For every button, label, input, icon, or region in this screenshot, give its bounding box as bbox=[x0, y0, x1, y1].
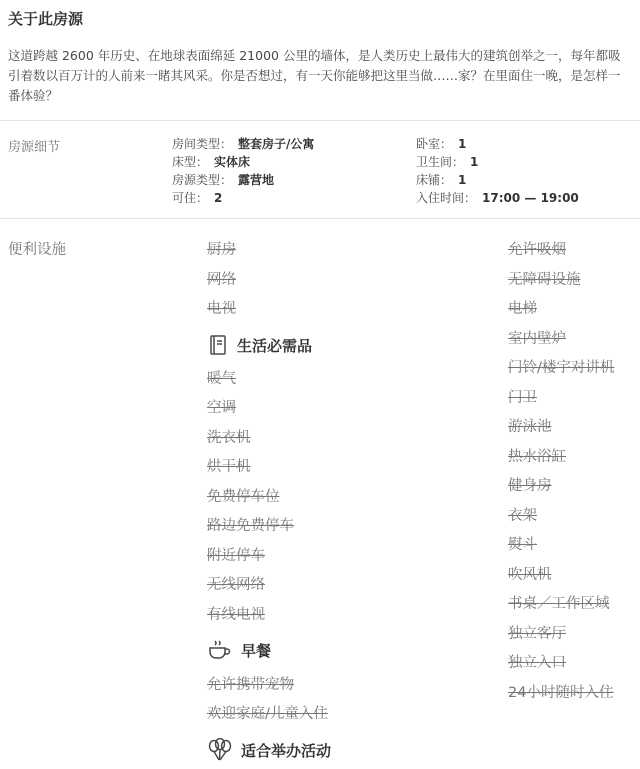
amenity-item: 路边免费停车 bbox=[207, 518, 294, 534]
essentials-heading: 生活必需品 bbox=[207, 334, 312, 356]
detail-bed-type: 床型： 实体床 bbox=[172, 155, 251, 169]
events-heading: 适合举办活动 bbox=[207, 738, 331, 762]
amenity-item: 衣架 bbox=[508, 508, 537, 524]
amenity-item: 无线网络 bbox=[207, 577, 265, 593]
amenity-item: 空调 bbox=[207, 400, 236, 416]
amenity-item: 书桌／工作区域 bbox=[508, 596, 610, 612]
amenity-item: 免费停车位 bbox=[207, 489, 280, 505]
amenity-item: 游泳池 bbox=[508, 419, 552, 435]
detail-beds: 床铺： 1 bbox=[416, 173, 467, 187]
amenity-item: 无障碍设施 bbox=[508, 272, 581, 288]
amenity-item: 门卫 bbox=[508, 390, 537, 406]
amenity-item: 门铃/楼宇对讲机 bbox=[508, 360, 615, 376]
amenity-item: 暖气 bbox=[207, 371, 236, 387]
amenities-label: 便利设施 bbox=[8, 242, 66, 258]
detail-room-type: 房间类型： 整套房子/公寓 bbox=[172, 137, 315, 151]
listing-description: 这道跨越 2600 年历史、在地球表面绵延 21000 公里的墙体，是人类历史上最伟大的建筑创举之一，每年都吸引着数以百万计的人前来一睹其风采。你是否想过，有一天你能够把这里当做……家？在里面住一晚，是怎样一番体验？ bbox=[8, 48, 621, 103]
amenity-item: 欢迎家庭/儿童入住 bbox=[207, 706, 328, 722]
amenity-item: 网络 bbox=[207, 272, 236, 288]
amenity-item: 允许吸烟 bbox=[508, 242, 566, 258]
detail-checkin-time: 入住时间： 17:00 — 19:00 bbox=[416, 191, 579, 205]
section-title: 关于此房源 bbox=[8, 10, 84, 28]
detail-bathrooms: 卫生间： 1 bbox=[416, 155, 479, 169]
divider bbox=[0, 218, 640, 219]
coffee-cup-icon bbox=[207, 639, 233, 661]
amenity-item: 室内壁炉 bbox=[508, 331, 566, 347]
divider bbox=[0, 120, 640, 121]
detail-guests: 可住： 2 bbox=[172, 191, 223, 205]
detail-bedrooms: 卧室： 1 bbox=[416, 137, 467, 151]
details-label: 房源细节 bbox=[8, 140, 61, 155]
breakfast-heading: 早餐 bbox=[207, 639, 271, 661]
amenity-item: 熨斗 bbox=[508, 537, 537, 553]
amenity-item: 允许携带宠物 bbox=[207, 677, 294, 693]
amenity-item: 有线电视 bbox=[207, 607, 265, 623]
detail-property-type: 房源类型： 露营地 bbox=[172, 173, 275, 187]
amenity-item: 附近停车 bbox=[207, 548, 265, 564]
amenity-item: 厨房 bbox=[207, 242, 236, 258]
amenity-item: 独立客厅 bbox=[508, 626, 566, 642]
amenity-item: 吹风机 bbox=[508, 567, 552, 583]
amenity-item: 烘干机 bbox=[207, 459, 251, 475]
amenity-item: 电视 bbox=[207, 301, 236, 317]
book-icon bbox=[207, 334, 229, 356]
amenity-item: 健身房 bbox=[508, 478, 552, 494]
amenity-item: 热水浴缸 bbox=[508, 449, 566, 465]
amenity-item: 独立入口 bbox=[508, 655, 566, 671]
amenity-item: 电梯 bbox=[508, 301, 537, 317]
amenity-item: 24小时随时入住 bbox=[508, 685, 614, 701]
amenity-item: 洗衣机 bbox=[207, 430, 251, 446]
balloons-icon bbox=[207, 738, 233, 762]
